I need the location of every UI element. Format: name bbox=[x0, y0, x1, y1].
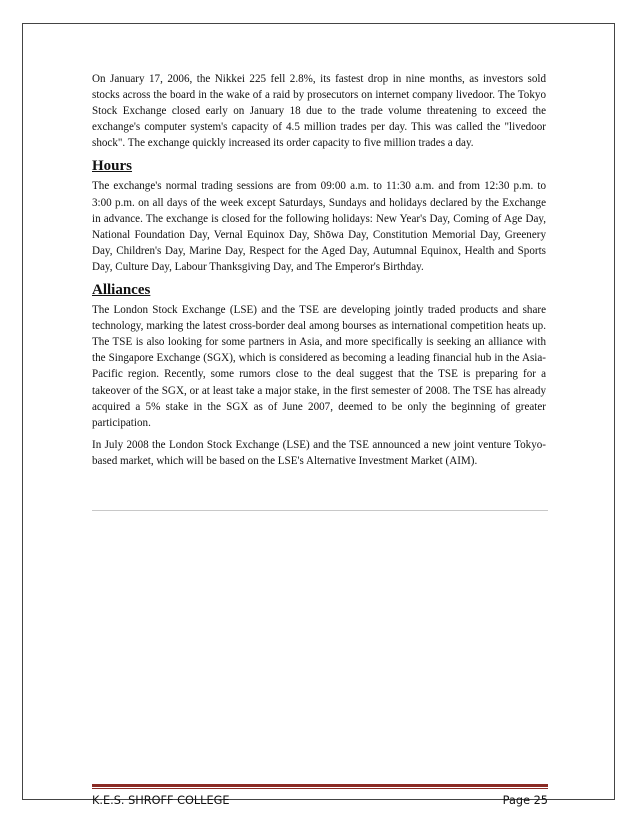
paragraph-hours: The exchange's normal trading sessions are from 09:00 a.m. to 11:30 a.m. and from 12:30 p.m. to 3:00 p.m. on all days of the week except Saturdays, Sundays and holidays declared by the Exchange in advance. The exchange is closed for the following holidays: New Year's Day, Coming of Age Day, National Foundation Day, Vernal Equinox Day, Shōwa Day, Constitution Memorial Day, Greenery Day, Children's Day, Marine Day, Respect for the Aged Day, Autumnal Equinox, Health and Sports Day, Culture Day, Labour Thanksgiving Day, and The Emperor's Birthday. bbox=[92, 180, 546, 273]
heading-alliances: Alliances bbox=[92, 282, 151, 299]
document-body bbox=[92, 71, 546, 475]
footer-rule bbox=[92, 784, 548, 787]
footer-page-number: Page 25 bbox=[502, 794, 548, 807]
paragraph-alliances-2: In July 2008 the London Stock Exchange (LSE) and the TSE announced a new joint venture Tokyo-based market, which will be based on the LSE's Alternative Investment Market (AIM). bbox=[92, 438, 546, 467]
heading-hours: Hours bbox=[92, 158, 133, 175]
paragraph-livedoor: On January 17, 2006, the Nikkei 225 fell 2.8%, its fastest drop in nine months, as investors sold stocks across the board in the wake of a raid by prosecutors on internet company livedoor. The Tokyo Stock Exchange closed early on January 18 due to the trade volume threatening to exceed the exchange's computer system's capacity of 4.5 million trades per day. This was called the "livedoor shock". The exchange quickly increased its order capacity to five million trades a day. bbox=[92, 73, 546, 150]
section-divider bbox=[92, 510, 548, 511]
footer-college-name: K.E.S. SHROFF COLLEGE bbox=[92, 794, 230, 807]
paragraph-alliances-1: The London Stock Exchange (LSE) and the TSE are developing jointly traded products and share technology, marking the latest cross-border deal among bourses as international competition heats up. The TSE is also looking for some partners in Asia, and more specifically is seeking an alliance with the Singapore Exchange (SGX), which is considered as becoming a leading financial hub in the Asia-Pacific region. Recently, some rumors close to the deal suggest that the TSE is preparing for a takeover of the SGX, or at least take a major stake, in the first semester of 2008. The TSE has already acquired a 5% stake in the SGX as of June 2007, deemed to be only the beginning of greater participation. bbox=[92, 304, 546, 429]
footer-rule-thin bbox=[92, 788, 548, 789]
